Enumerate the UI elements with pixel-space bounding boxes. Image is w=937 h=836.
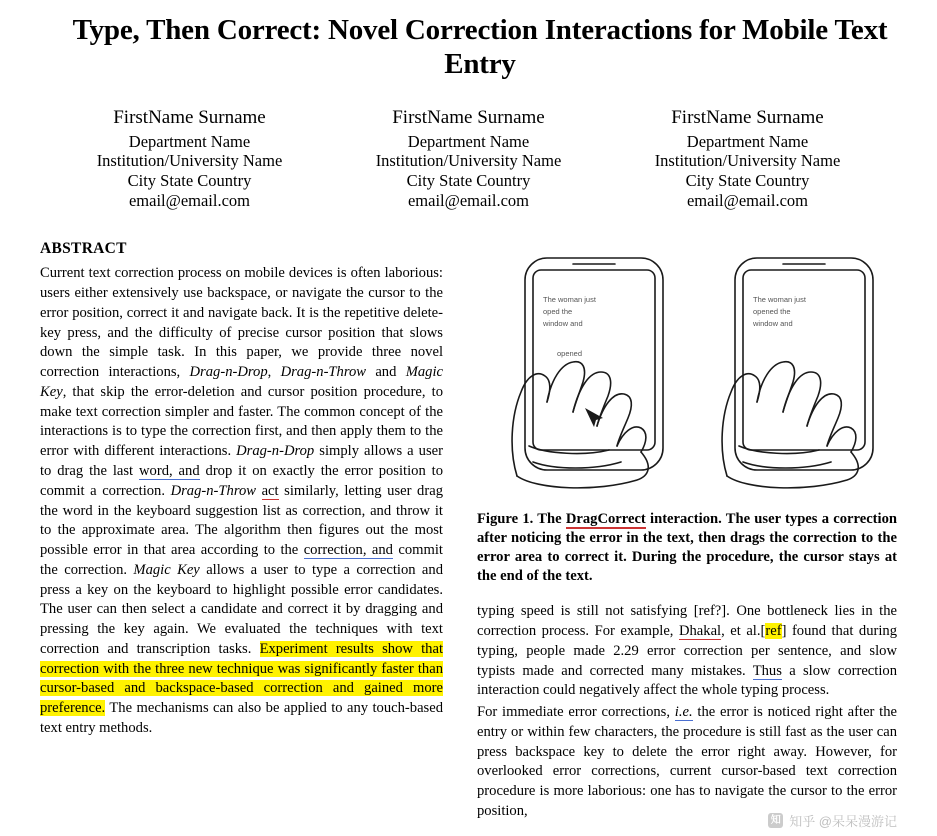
figure-1 bbox=[477, 240, 897, 586]
author-list bbox=[40, 107, 897, 210]
author-institution: Institution/University Name bbox=[96, 151, 283, 171]
abstract-text bbox=[40, 264, 443, 738]
grammar-underline: Thus bbox=[752, 662, 782, 679]
term-magic-key: Magic Key bbox=[133, 561, 200, 578]
left-column bbox=[40, 240, 443, 823]
phone-line: The woman just bbox=[753, 295, 806, 305]
figure-illustration bbox=[477, 240, 897, 502]
caption-seg: The bbox=[533, 511, 566, 528]
page-title: Type, Then Correct: Novel Correction Interactions for Mobile Text Entry bbox=[72, 14, 888, 80]
grammar-underline: word, and bbox=[139, 463, 200, 480]
paragraph bbox=[477, 602, 897, 701]
author-email: email@email.com bbox=[686, 190, 809, 210]
para-seg: the error is noticed right after the entry or within few characters, the procedure is still fast as the user can press backspace key to delete the error right away. However, for overlooked error corrections, current cursor-based text correction procedure is more laborious: one has to navigate the cursor to the error position, bbox=[477, 704, 898, 819]
author-city: City State Country bbox=[685, 171, 810, 191]
paragraph bbox=[477, 703, 897, 822]
watermark-text: 知乎 @呆呆漫游记 bbox=[789, 814, 897, 829]
phone-line: The woman just bbox=[543, 295, 596, 305]
author-department: Department Name bbox=[407, 131, 530, 151]
author-name: FirstName Surname bbox=[113, 107, 266, 129]
figure-caption bbox=[477, 510, 897, 586]
author-city: City State Country bbox=[406, 171, 531, 191]
author-institution: Institution/University Name bbox=[654, 151, 841, 171]
abstract-seg: , that skip the error-deletion and cursor position procedure, to make text correction simpler and faster. The common concept of the interactions is to type the correction first, and then apply them to the error with different interactions. bbox=[40, 383, 443, 460]
abstract-seg: commit the correction. bbox=[40, 542, 443, 578]
abstract-seg: drop it on exactly the error position to commit a correction. bbox=[40, 463, 443, 499]
author-name: FirstName Surname bbox=[392, 107, 545, 129]
abstract-seg: similarly, letting user drag the word in the keyboard suggestion list as correction, and throw it to the approximate area. The algorithm then figures out the most possible error in that area according to the bbox=[40, 482, 443, 559]
abstract-seg bbox=[256, 483, 262, 499]
abstract-heading: ABSTRACT bbox=[40, 240, 127, 258]
figure-label: Figure 1. bbox=[477, 511, 534, 528]
term-drag-n-throw: Drag-n-Throw bbox=[280, 364, 367, 381]
author-email: email@email.com bbox=[128, 190, 251, 210]
author-department: Department Name bbox=[686, 131, 809, 151]
highlighted-sentence: Experiment results show that correction with the three new technique was significantly faster than cursor-based and backspace-based correction and gained more preference. bbox=[40, 640, 443, 717]
para-seg: typing speed is still not satisfying [ref?]. One bottleneck lies in the correction process. For example, bbox=[477, 603, 897, 639]
abstract-seg: Current text correction process on mobile devices is often laborious: users either extensively use backspace, or navigate the cursor to the error position, correct it and navigate back. It is the repetitive delete-key press, and the difficulty of precise cursor position that slows down the simple task. In this paper, we provide three novel correction interactions, bbox=[40, 265, 443, 381]
phone-line: opened the bbox=[753, 307, 791, 317]
abstract-seg: allows a user to type a correction and press a key on the keyboard to highlight possible error candidates. The user can then select a candidate and correct it by dragging and pressing the key again. We evaluated the techniques with text correction and transcription tasks. bbox=[40, 561, 443, 657]
abstract-seg: , bbox=[267, 364, 281, 381]
watermark bbox=[768, 811, 897, 830]
author-block bbox=[50, 107, 329, 210]
phone-line: window and bbox=[753, 319, 793, 329]
abstract-seg: simply allows a user to drag the last bbox=[40, 443, 443, 480]
watermark-logo: 知 bbox=[768, 813, 783, 828]
grammar-underline: Dhakal bbox=[678, 623, 722, 639]
para-seg: For immediate error corrections, bbox=[477, 704, 675, 721]
caption-seg: interaction. The user types a correction after noticing the error in the text, then drags the correction to the error area to correct it. During the procedure, the cursor stays at the end of the text. bbox=[477, 511, 897, 585]
two-column-body bbox=[40, 240, 897, 823]
abstract-seg: and bbox=[366, 364, 406, 381]
author-department: Department Name bbox=[128, 131, 251, 151]
term-magic-key: Magic Key bbox=[40, 364, 444, 400]
right-column-text bbox=[477, 602, 897, 821]
term-drag-n-drop: Drag-n-Drop bbox=[236, 443, 315, 460]
author-institution: Institution/University Name bbox=[375, 151, 562, 171]
para-seg: , et al.[ bbox=[721, 623, 766, 639]
author-block bbox=[329, 107, 608, 210]
term-drag-n-throw: Drag-n-Throw bbox=[170, 482, 256, 499]
term-drag-n-drop: Drag-n-Drop bbox=[189, 364, 268, 381]
author-email: email@email.com bbox=[407, 190, 530, 210]
term-ie: i.e. bbox=[674, 704, 693, 721]
abstract-seg: The mechanisms can also be applied to any touch-based text entry methods. bbox=[40, 700, 443, 736]
author-name: FirstName Surname bbox=[671, 107, 824, 129]
author-block bbox=[608, 107, 887, 210]
phone-line: opened bbox=[557, 349, 583, 359]
grammar-underline: act bbox=[261, 482, 279, 499]
highlighted-ref: ref bbox=[765, 623, 782, 639]
phone-line: window and bbox=[543, 319, 583, 329]
caption-term: DragCorrect bbox=[565, 511, 646, 528]
para-seg: a slow correction interaction could negatively affect the whole typing process. bbox=[477, 662, 897, 699]
author-city: City State Country bbox=[127, 171, 252, 191]
grammar-underline: correction, and bbox=[303, 542, 393, 559]
right-column bbox=[477, 240, 897, 823]
phone-line: oped the bbox=[543, 307, 573, 317]
para-seg: ] found that during typing, people made 2.29 error correction per sentence, and slow typists made and corrected many mistakes. bbox=[477, 623, 897, 679]
